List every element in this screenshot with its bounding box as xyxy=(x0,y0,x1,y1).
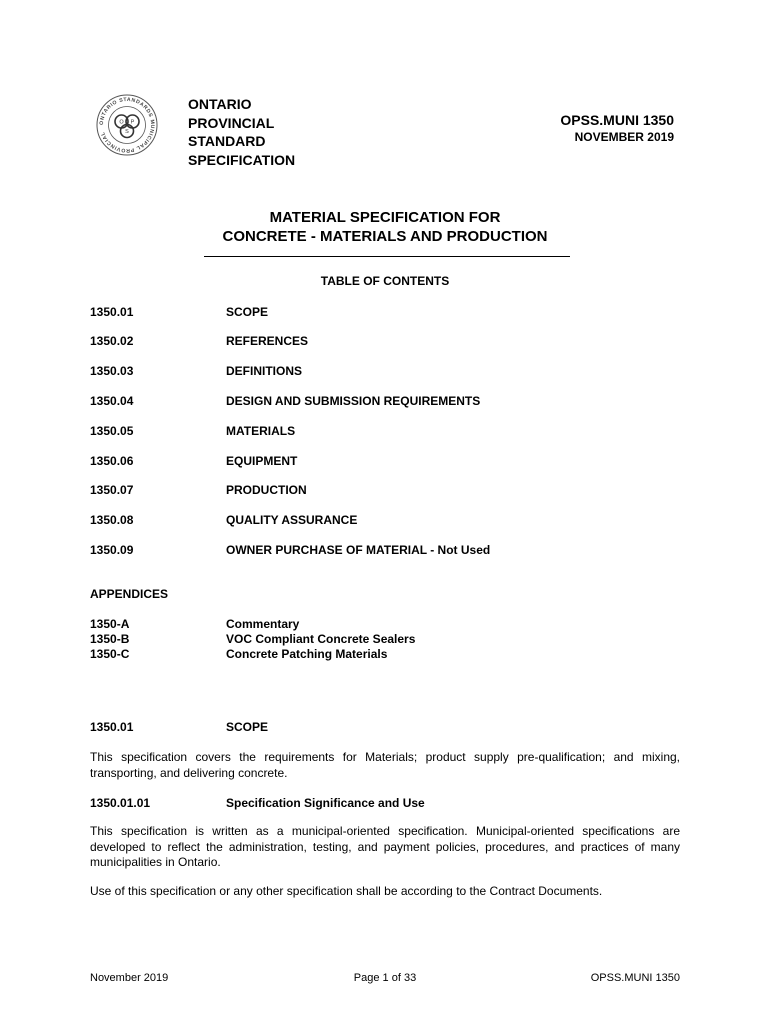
header-line: ONTARIO xyxy=(188,96,252,112)
header-line: SPECIFICATION xyxy=(188,151,296,168)
toc-item-number: 1350.07 xyxy=(90,483,134,497)
header-title-block xyxy=(188,95,295,169)
section-title: SCOPE xyxy=(226,720,269,734)
toc-item-label: REFERENCES xyxy=(226,334,309,348)
toc-item-number: 1350.05 xyxy=(90,424,134,438)
toc-item-label: MATERIALS xyxy=(226,424,296,438)
footer-page-number: Page 1 of 33 xyxy=(353,972,417,984)
document-date: NOVEMBER 2019 xyxy=(574,130,674,144)
subsection-title: Specification Significance and Use xyxy=(226,796,425,810)
toc-item-label: EQUIPMENT xyxy=(226,454,298,468)
logo-letter-o: O xyxy=(119,119,124,126)
logo-ring-text: ONTARIO STANDARDS MUNICIPAL PROVINCIAL xyxy=(98,96,156,154)
title-divider xyxy=(204,256,570,257)
footer-doc-number: OPSS.MUNI 1350 xyxy=(590,972,680,984)
toc-item-label: PRODUCTION xyxy=(226,483,307,497)
use-paragraph: Use of this specification or any other specification shall be according to the Contract Documents. xyxy=(90,884,603,898)
scope-paragraph: This specification covers the requirements for Materials; product supply pre-qualification; and mixing, transporting, and delivering concrete. xyxy=(90,750,680,780)
significance-paragraph: This specification is written as a municipal-oriented specification. Municipal-oriented specifications are developed to reflect the administration, testing, and payment policies, procedures, and practices of many municipalities in Ontario. xyxy=(90,824,680,869)
document-number: OPSS.MUNI 1350 xyxy=(560,112,674,128)
ops-logo xyxy=(96,94,158,156)
logo-letter-s: S xyxy=(125,129,129,135)
toc-item-label: QUALITY ASSURANCE xyxy=(226,513,358,527)
toc-item-number: 1350.08 xyxy=(90,513,134,527)
appendix-number: 1350-C xyxy=(90,647,130,661)
footer-date: November 2019 xyxy=(90,972,169,984)
appendix-number: 1350-B xyxy=(90,632,130,646)
toc-item-number: 1350.09 xyxy=(90,543,134,557)
toc-item-number: 1350.03 xyxy=(90,364,134,378)
document-title-line1: MATERIAL SPECIFICATION FOR xyxy=(269,209,501,226)
toc-item-label: SCOPE xyxy=(226,305,269,319)
header-line: STANDARD xyxy=(188,133,266,149)
appendices-heading-text: APPENDICES xyxy=(90,587,169,601)
appendix-label: VOC Compliant Concrete Sealers xyxy=(226,632,416,646)
toc-item-label: DEFINITIONS xyxy=(226,364,303,378)
appendix-label: Commentary xyxy=(226,617,300,631)
appendix-number: 1350-A xyxy=(90,617,130,631)
toc-item-label: DESIGN AND SUBMISSION REQUIREMENTS xyxy=(226,394,481,408)
subsection-number: 1350.01.01 xyxy=(90,796,151,810)
section-number: 1350.01 xyxy=(90,720,134,734)
toc-item-number: 1350.01 xyxy=(90,305,134,319)
toc-item-number: 1350.04 xyxy=(90,394,134,408)
appendix-label: Concrete Patching Materials xyxy=(226,647,388,661)
toc-item-number: 1350.06 xyxy=(90,454,134,468)
logo-letter-p: P xyxy=(130,119,135,126)
toc-heading: TABLE OF CONTENTS xyxy=(320,274,450,288)
document-title-line2: CONCRETE - MATERIALS AND PRODUCTION xyxy=(222,228,548,245)
toc-item-number: 1350.02 xyxy=(90,334,134,348)
header-line: PROVINCIAL xyxy=(188,114,275,131)
toc-item-label: OWNER PURCHASE OF MATERIAL - Not Used xyxy=(226,543,491,557)
